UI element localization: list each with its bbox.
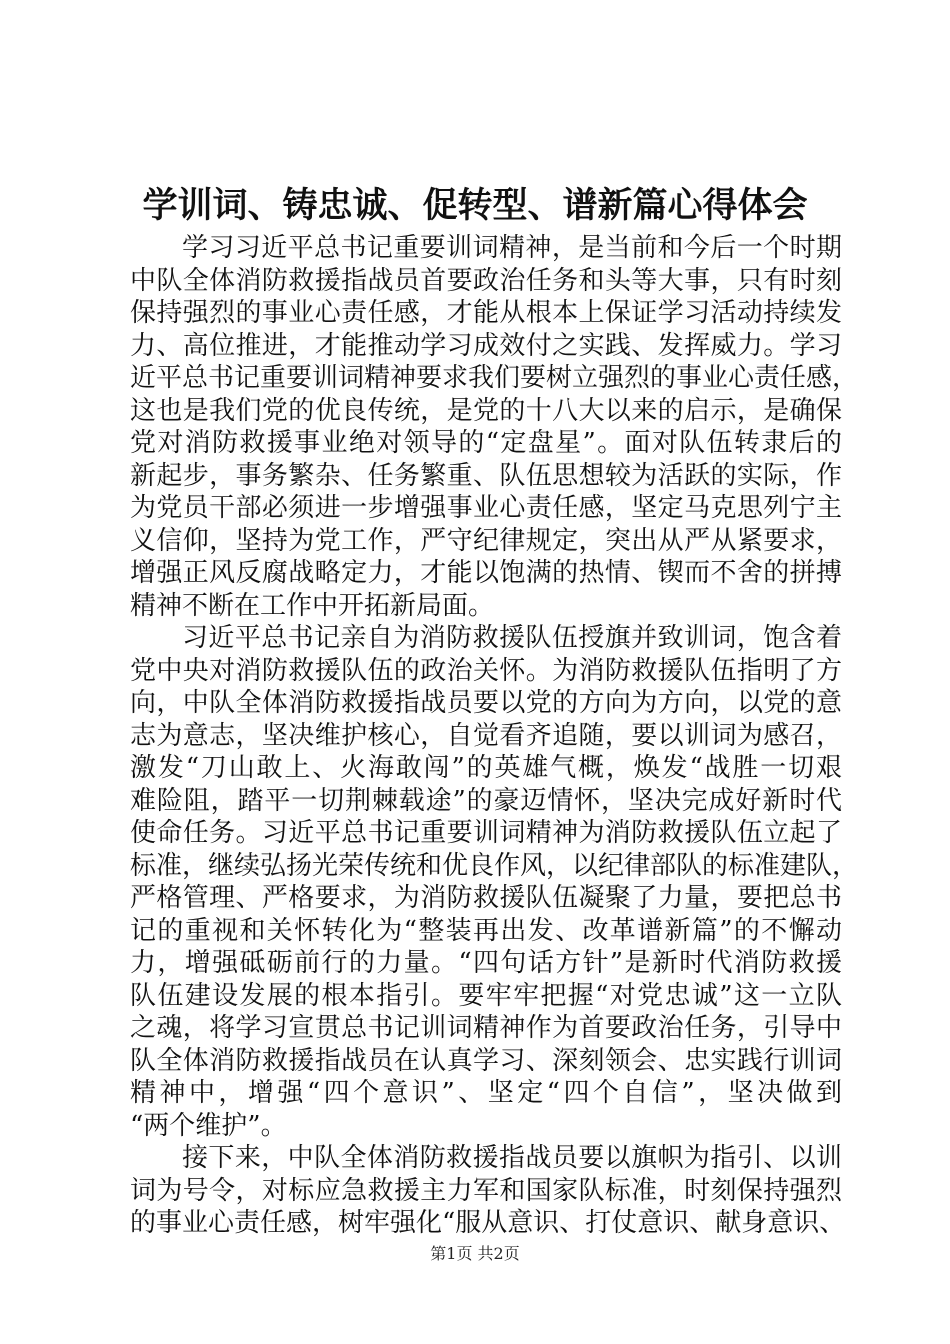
text-line: 标准，继续弘扬光荣传统和优良作风，以纪律部队的标准建队，	[130, 850, 859, 881]
text-line: 向，中队全体消防救援指战员要以党的方向为方向，以党的意	[130, 688, 842, 718]
text-line: “两个维护”。	[130, 1110, 287, 1141]
text-line: 党中央对消防救援队伍的政治关怀。为消防救援队伍指明了方	[130, 655, 842, 686]
text-line: 志为意志，坚决维护核心，自觉看齐追随，要以训词为感召，	[130, 720, 842, 751]
text-line: 激发“刀山敢上、火海敢闯”的英雄气概，焕发“战胜一切艰	[130, 753, 842, 783]
text-line: 增强正风反腐战略定力，才能以饱满的热情、锲而不舍的拼搏	[130, 558, 842, 588]
page-number-footer: 第1页 共2页	[430, 1244, 520, 1263]
text-line: 学习习近平总书记重要训词精神，是当前和今后一个时期	[182, 233, 842, 263]
text-line: 接下来，中队全体消防救援指战员要以旗帜为指引、以训	[182, 1143, 842, 1173]
text-line: 保持强烈的事业心责任感，才能从根本上保证学习活动持续发	[130, 298, 842, 328]
document-title: 学训词、铸忠诚、促转型、谱新篇心得体会	[142, 185, 808, 226]
paragraph-3	[130, 1142, 846, 1240]
text-line: 严格管理、严格要求，为消防救援队伍凝聚了力量，要把总书	[130, 883, 842, 913]
text-line: 中队全体消防救援指战员首要政治任务和头等大事，只有时刻	[130, 265, 842, 296]
text-line: 队伍建设发展的根本指引。要牢牢把握“对党忠诚”这一立队	[130, 980, 842, 1011]
text-line: 难险阻，踏平一切荆棘载途”的豪迈情怀，坚决完成好新时代	[130, 785, 842, 816]
text-line: 义信仰，坚持为党工作，严守纪律规定，突出从严从紧要求，	[130, 525, 842, 556]
text-line: 为党员干部必须进一步增强事业心责任感，坚定马克思列宁主	[130, 493, 842, 523]
text-line: 精神不断在工作中开拓新局面。	[130, 590, 495, 621]
text-line: 力，增强砥砺前行的力量。“四句话方针”是新时代消防救援	[130, 948, 842, 978]
text-line: 党对消防救援事业绝对领导的“定盘星”。面对队伍转隶后的	[130, 428, 842, 458]
text-line: 这也是我们党的优良传统，是党的十八大以来的启示，是确保	[130, 395, 842, 426]
text-line: 队全体消防救援指战员在认真学习、深刻领会、忠实践行训词	[130, 1045, 842, 1076]
text-line: 词为号令，对标应急救援主力军和国家队标准，时刻保持强烈	[130, 1175, 842, 1206]
text-line: 之魂，将学习宣贯总书记训词精神作为首要政治任务，引导中	[130, 1013, 842, 1043]
text-line: 精神中，增强“四个意识”、坚定“四个自信”，坚决做到	[130, 1078, 842, 1108]
text-line: 力、高位推进，才能推动学习成效付之实践、发挥威力。学习	[130, 330, 842, 361]
text-line: 习近平总书记亲自为消防救援队伍授旗并致训词，饱含着	[182, 623, 842, 653]
text-line: 记的重视和关怀转化为“整装再出发、改革谱新篇”的不懈动	[130, 915, 842, 946]
paragraph-2	[130, 622, 859, 1142]
text-line: 近平总书记重要训词精神要求我们要树立强烈的事业心责任感，	[130, 363, 859, 393]
text-line: 使命任务。习近平总书记重要训词精神为消防救援队伍立起了	[130, 818, 842, 848]
paragraph-1	[130, 232, 859, 622]
text-line: 新起步，事务繁杂、任务繁重、队伍思想较为活跃的实际，作	[130, 460, 842, 491]
document-body	[130, 232, 859, 1240]
text-line: 的事业心责任感，树牢强化“服从意识、打仗意识、献身意识、	[130, 1208, 846, 1238]
